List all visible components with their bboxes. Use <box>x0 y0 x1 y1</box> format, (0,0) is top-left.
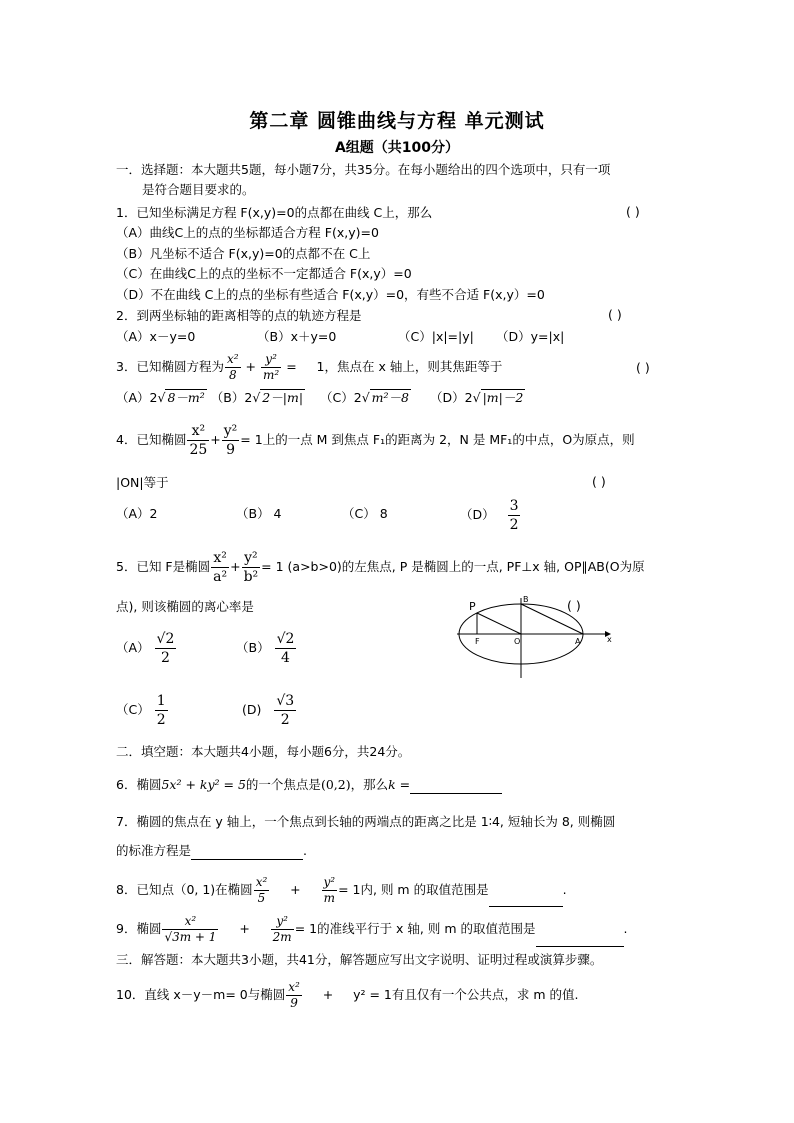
figure-label-f: F <box>475 637 480 646</box>
q5-answer-paren: ( ) <box>567 598 581 613</box>
q5-option-d-label: (D) <box>242 702 262 717</box>
q5-fraction-y <box>242 549 261 586</box>
q3-option-b-sqrt: √ 2－|m| <box>252 390 304 405</box>
q4-option-d-fraction <box>508 497 521 534</box>
q5-option-c-den: 2 <box>156 712 166 728</box>
q4-option-d-num: 3 <box>509 498 519 514</box>
q5-stem-pre: 5．已知 F是椭圆 <box>116 559 211 574</box>
q3-stem-pre: 3．已知椭圆方程为 <box>116 359 224 374</box>
q7-stem-line2-text: 的标准方程是 <box>116 843 192 858</box>
q3-option-c-rad: m²－8 <box>371 390 409 405</box>
q2-stem: 2．到两坐标轴的距离相等的点的轨迹方程是 <box>116 308 362 323</box>
q5-option-d-num: √3 <box>276 693 295 709</box>
q10-plus: + <box>322 987 334 1002</box>
q3-fraction-x <box>225 352 241 383</box>
q4-stem <box>116 421 635 459</box>
q3-num-1: x² <box>226 352 239 366</box>
q4-num-1: x² <box>187 422 209 441</box>
q9-end: . <box>623 921 628 936</box>
q10-fraction-x <box>286 980 302 1011</box>
q10-stem-post: y² = 1有且仅有一个公共点，求 m 的值. <box>353 987 579 1002</box>
q7-answer-blank[interactable] <box>191 841 303 860</box>
q9-stem <box>116 910 628 947</box>
q2-option-a: （A）x－y=0 <box>116 329 196 344</box>
q6-equation: 5x² + ky² = 5 <box>161 777 246 792</box>
figure-label-x: x <box>607 635 612 644</box>
figure-ab-segment <box>521 604 583 634</box>
q2-option-d: （D）y=|x| <box>496 329 565 344</box>
q8-answer-blank[interactable] <box>489 872 563 907</box>
section-one-header-cont: 是符合题目要求的。 <box>142 182 255 197</box>
q10-stem <box>116 978 578 1012</box>
q6-answer-blank[interactable] <box>410 775 502 794</box>
q5-option-a-label: （A） <box>116 640 150 655</box>
q3-option-a <box>116 389 207 405</box>
q9-fraction-y <box>271 914 294 945</box>
q5-option-b-label: （B） <box>236 640 270 655</box>
q5-option-d-fraction <box>274 692 296 729</box>
figure-label-b: B <box>523 595 529 604</box>
q6-stem <box>116 775 502 794</box>
q6-k: k = <box>388 777 411 792</box>
q2-option-b: （B）x＋y=0 <box>257 329 337 344</box>
q5-option-d-den: 2 <box>280 712 290 728</box>
q1-option-b: （B）凡坐标不适合 F(x,y)=0的点都不在 C上 <box>116 246 371 261</box>
figure-op-segment <box>477 613 521 634</box>
q4-stem-post: = 1上的一点 M 到焦点 F₁的距离为 2，N 是 MF₁的中点，O为原点，则 <box>240 432 635 447</box>
q5-den-2: b² <box>243 569 259 585</box>
q5-option-a <box>116 628 177 668</box>
q7-end: . <box>303 843 307 858</box>
q7-stem: 7．椭圆的焦点在 y 轴上，一个焦点到长轴的两端点的距离之比是 1∶4, 短轴长为 8, 则椭圆 <box>116 814 616 829</box>
q3-options <box>116 389 305 407</box>
q5-option-d <box>242 690 297 730</box>
q9-plus: + <box>239 921 250 936</box>
q5-option-c <box>116 690 169 730</box>
q5-option-c-fraction <box>155 692 168 729</box>
q7-stem-line2 <box>116 841 307 860</box>
q5-option-b-den: 4 <box>281 650 290 666</box>
q5-option-a-fraction <box>155 630 177 667</box>
q9-stem-pre: 9．椭圆 <box>116 921 162 936</box>
q5-option-b-fraction <box>275 630 297 667</box>
q3-option-b <box>211 389 305 405</box>
q5-ellipse-figure <box>455 590 615 682</box>
q9-num-2: y² <box>271 914 294 930</box>
q3-num-2: y² <box>261 352 281 368</box>
q3-option-c-sqrt: √ m²－8 <box>361 390 409 405</box>
q3-equals: = <box>286 359 297 374</box>
q8-fraction-y <box>322 875 338 906</box>
q4-option-d-den: 2 <box>509 517 519 533</box>
q5-plus: + <box>230 559 241 574</box>
q4-stem-line2: |ON|等于 <box>116 475 169 490</box>
q5-stem-line2: 点), 则该椭圆的离心率是 <box>116 599 254 614</box>
q9-fraction-x <box>162 914 218 945</box>
q6-point: (0,2) <box>320 777 351 792</box>
q6-stem-mid: 的一个焦点是 <box>245 777 321 792</box>
q1-stem: 1．已知坐标满足方程 F(x,y)=0的点都在曲线 C上，那么 <box>116 205 433 220</box>
section-subtitle: A组题（共100分） <box>334 140 460 156</box>
q4-option-d-label: （D） <box>460 507 495 522</box>
q4-den-2: 9 <box>226 442 235 458</box>
q10-stem-pre: 10．直线 x－y－m= 0与椭圆 <box>116 987 286 1002</box>
q1-answer-paren: ( ) <box>626 204 640 219</box>
q3-answer-paren: ( ) <box>636 360 650 375</box>
q10-num-1: x² <box>288 980 300 994</box>
figure-label-p: P <box>469 600 476 613</box>
q5-option-c-label: （C） <box>116 702 150 717</box>
q9-num-1: x² <box>162 914 218 930</box>
q3-option-d-sqrt: √ |m|－2 <box>472 390 524 405</box>
q3-option-d-label: （D）2 <box>430 390 473 405</box>
q5-den-1: a² <box>213 569 228 585</box>
q3-option-d-rad: |m|－2 <box>482 390 524 405</box>
q5-option-c-num: 1 <box>156 693 166 709</box>
q3-den-1: 8 <box>228 368 237 382</box>
page-title: 第二章 圆锥曲线与方程 单元测试 <box>249 110 545 132</box>
q3-plus: + <box>245 359 257 374</box>
section-two-header: 二．填空题：本大题共4小题，每小题6分，共24分。 <box>116 744 411 759</box>
q4-option-a: （A）2 <box>116 506 158 521</box>
q8-den-2: m <box>323 891 335 905</box>
q4-fraction-x <box>187 422 209 459</box>
q3-option-d <box>430 389 525 407</box>
q8-fraction-x <box>254 875 270 906</box>
q4-answer-paren: ( ) <box>592 474 606 489</box>
q8-plus: + <box>290 882 301 897</box>
q1-option-c: （C）在曲线C上的点的坐标不一定都适合 F(x,y）=0 <box>116 266 412 281</box>
q3-stem-post: 1，焦点在 x 轴上，则其焦距等于 <box>316 359 503 374</box>
q8-num-1: x² <box>255 875 268 889</box>
section-one-header: 一．选择题：本大题共5题，每小题7分，共35分。在每小题给出的四个选项中，只有一项 <box>116 162 611 177</box>
q4-stem-pre: 4．已知椭圆 <box>116 432 187 447</box>
q4-option-c: （C） 8 <box>342 506 388 521</box>
q9-den-2: 2m <box>272 930 292 944</box>
q4-plus: + <box>210 432 221 447</box>
figure-label-o: O <box>514 637 521 646</box>
q3-option-a-sqrt: √ 8－m² <box>157 390 205 405</box>
q8-stem-pre: 8．已知点（0, 1)在椭圆 <box>116 882 253 897</box>
q5-num-1: x² <box>211 549 229 568</box>
q1-option-a: （A）曲线C上的点的坐标都适合方程 F(x,y)=0 <box>116 225 379 240</box>
q5-stem <box>116 548 645 586</box>
q3-option-b-rad: 2－|m| <box>262 390 304 405</box>
q4-fraction-y <box>222 422 240 459</box>
figure-label-a: A <box>575 637 581 646</box>
q8-stem <box>116 872 567 907</box>
q8-end: . <box>562 882 567 897</box>
q3-option-c <box>320 389 411 407</box>
q5-option-b-num: √2 <box>276 631 295 647</box>
q2-answer-paren: ( ) <box>608 307 622 322</box>
q2-option-c: （C）|x|=|y| <box>398 329 474 344</box>
q3-option-b-label: （B）2 <box>210 390 253 405</box>
q5-option-b <box>236 628 297 668</box>
q4-option-b: （B） 4 <box>236 506 282 521</box>
q6-stem-pre: 6．椭圆 <box>116 777 162 792</box>
q5-option-a-num: √2 <box>156 631 175 647</box>
q3-den-2: m² <box>263 368 280 382</box>
q5-option-a-den: 2 <box>161 650 170 666</box>
q9-den-1: √3m + 1 <box>164 930 217 944</box>
q1-option-d: （D）不在曲线 C上的点的坐标有些适合 F(x,y）=0，有些不合适 F(x,y）=0 <box>116 287 545 302</box>
q3-option-a-label: （A）2 <box>116 390 158 405</box>
q5-fraction-x <box>211 549 229 586</box>
q10-den-1: 9 <box>290 996 298 1010</box>
q5-num-2: y² <box>242 549 261 568</box>
q4-num-2: y² <box>223 423 238 439</box>
q5-stem-post: = 1 (a>b>0)的左焦点, P 是椭圆上的一点, PF⊥x 轴, OP∥AB(O为原 <box>261 559 645 574</box>
q6-stem-post: ，那么 <box>350 777 389 792</box>
q3-fraction-y <box>261 352 281 383</box>
q3-option-a-rad: 8－m² <box>167 390 205 405</box>
q9-stem-post: = 1的准线平行于 x 轴, 则 m 的取值范围是 <box>294 921 536 936</box>
q9-answer-blank[interactable] <box>536 910 624 947</box>
q4-option-d <box>460 497 521 534</box>
q8-den-1: 5 <box>257 891 266 905</box>
q8-stem-post: = 1内, 则 m 的取值范围是 <box>338 882 489 897</box>
q8-num-2: y² <box>323 875 336 889</box>
section-three-header: 三．解答题：本大题共3小题，共41分，解答题应写出文字说明、证明过程或演算步骤。 <box>116 952 603 967</box>
q4-den-1: 25 <box>189 442 208 458</box>
q3-stem <box>116 352 502 383</box>
q3-option-c-label: （C）2 <box>320 390 362 405</box>
